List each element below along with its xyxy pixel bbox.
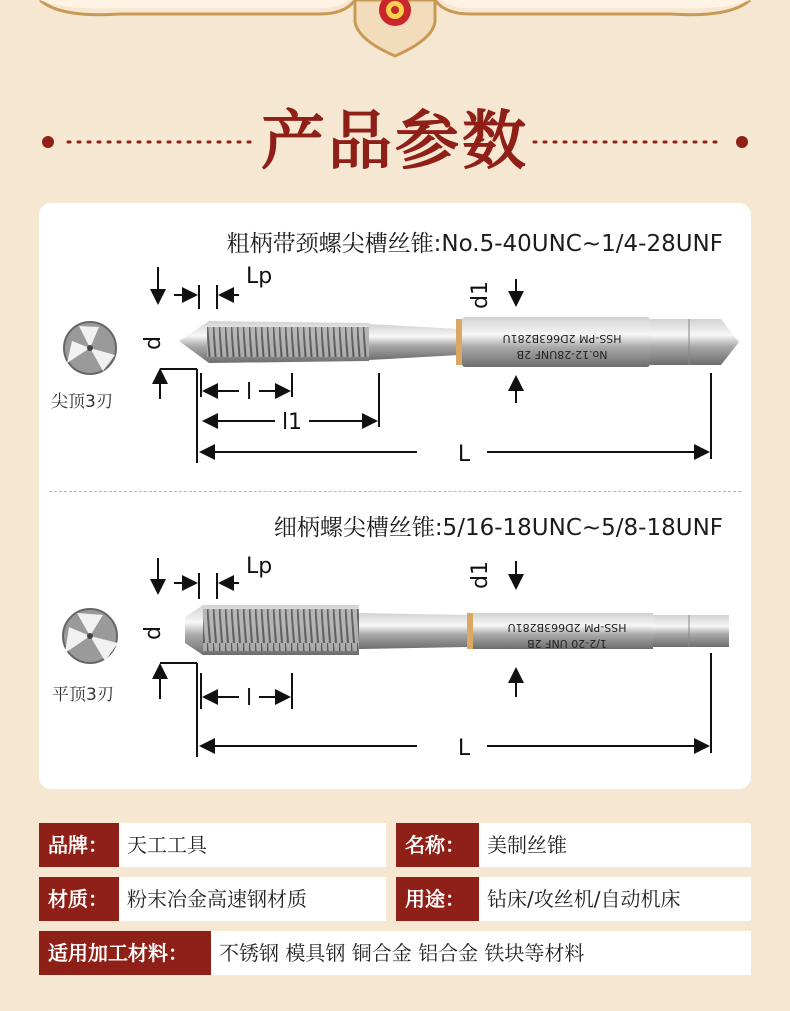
tap1-shank-text-1: HSS-PM 2D663B281U xyxy=(502,332,622,345)
section2-title: 细柄螺尖槽丝锥:5/16-18UNC~5/8-18UNF xyxy=(273,515,723,541)
page-title: 产品参数 xyxy=(261,104,529,179)
tap2-shank-text-2: 1/2-20 UNF 2B xyxy=(527,637,607,650)
dim-L-1: L xyxy=(457,442,471,467)
dim-lp-2: Lp xyxy=(246,554,273,579)
spec-label-name: 名称： xyxy=(396,823,479,867)
spec-label-applicable-materials: 适用加工材料： xyxy=(39,931,211,975)
tap2-illustration xyxy=(185,605,729,655)
spec-row xyxy=(39,823,751,867)
dim-l-1: l xyxy=(245,380,253,405)
spec-label-brand: 品牌： xyxy=(39,823,119,867)
parameter-card xyxy=(39,203,751,789)
dim-l-2: l xyxy=(245,686,253,711)
spec-value-brand: 天工工具 xyxy=(119,823,386,867)
top-arch-ornament xyxy=(0,0,790,70)
spec-value-applicable-materials: 不锈钢 模具钢 铜合金 铝合金 铁块等材料 xyxy=(211,931,751,975)
spec-label-usage: 用途： xyxy=(396,877,479,921)
spec-value-material: 粉末冶金高速钢材质 xyxy=(119,877,386,921)
right-dot-divider-icon xyxy=(531,136,756,148)
dim-d-1: d xyxy=(141,336,166,350)
section2-cut-type: 平顶3刃 xyxy=(52,685,114,705)
pointed-3-flute-section-icon xyxy=(64,322,116,374)
tap1-shank-text-2: No.12-28UNF 2B xyxy=(516,348,608,361)
spec-row xyxy=(39,931,751,975)
tap-dimension-diagram xyxy=(39,203,751,789)
dim-d1-1: d1 xyxy=(468,281,493,309)
tap1-illustration xyxy=(179,317,739,367)
section-heading xyxy=(0,100,790,184)
dim-lp-1: Lp xyxy=(246,264,273,289)
tap2-shank-text-1: HSS-PM 2D663B281U xyxy=(507,621,627,634)
spec-value-usage: 钻床/攻丝机/自动机床 xyxy=(479,877,751,921)
section1-title: 粗柄带颈螺尖槽丝锥:No.5-40UNC~1/4-28UNF xyxy=(226,231,723,257)
dim-L-2: L xyxy=(457,736,471,761)
flat-3-flute-section-icon xyxy=(63,609,118,663)
spec-row xyxy=(39,877,751,921)
spec-label-material: 材质： xyxy=(39,877,119,921)
spec-value-name: 美制丝锥 xyxy=(479,823,751,867)
dim-d-2: d xyxy=(141,626,166,640)
dim-d1-2: d1 xyxy=(468,561,493,589)
dim-l1-1: l1 xyxy=(281,410,303,435)
section1-cut-type: 尖顶3刃 xyxy=(51,392,113,412)
